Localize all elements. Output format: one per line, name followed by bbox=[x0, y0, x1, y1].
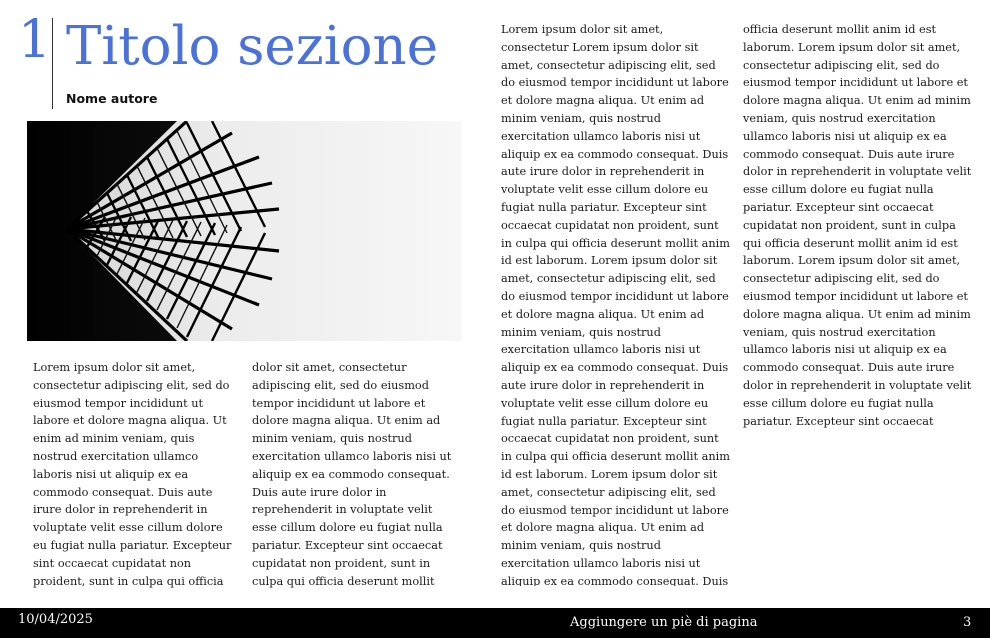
page-number: 3 bbox=[963, 615, 972, 630]
footer-date: 10/04/2025 bbox=[18, 612, 93, 627]
section-title: Titolo sezione bbox=[66, 16, 439, 77]
footer-text: Aggiungere un piè di pagina bbox=[570, 615, 758, 630]
text-column-2: dolor sit amet, consectetur adipiscing elit, sed do eiusmod tempor incididunt ut labore et dolore magna aliqua. Ut enim ad minim veniam, quis nostrud exercitation ullamco laboris nisi ut aliquip ex ea commodo consequat. Duis aute irure dolor in reprehenderit in voluptate velit esse cillum dolore eu fugiat nulla pariatur. Excepteur sint occaecat cupidatat non proident, sunt in culpa qui officia deserunt mollit bbox=[252, 361, 452, 588]
building-photo-icon bbox=[27, 121, 462, 341]
text-column-1: Lorem ipsum dolor sit amet, consectetur adipiscing elit, sed do eiusmod tempor incididunt ut labore et dolore magna aliqua. Ut enim ad minim veniam, quis nostrud exercitation ullamco laboris nisi ut aliquip ex ea commodo consequat. Duis aute irure dolor in reprehenderit in voluptate velit esse cillum dolore eu fugiat nulla pariatur. Excepteur sint occaecat cupidatat non proident, sunt in culpa qui officia bbox=[33, 361, 232, 588]
text-column-3: Lorem ipsum dolor sit amet, consectetur Lorem ipsum dolor sit amet, consectetur adipiscing elit, sed do eiusmod tempor incididunt ut labore et dolore magna aliqua. Ut enim ad minim veniam, quis nostrud exercitation ullamco laboris nisi ut aliquip ex ea commodo consequat. Duis aute irure dolor in reprehenderit in voluptate velit esse cillum dolore eu fugiat nulla pariatur. Excepteur sint occaecat cupidatat non proident, sunt in culpa qui officia deserunt mollit anim id est laborum. Lorem ipsum dolor sit amet, consectetur adipiscing elit, sed do eiusmod tempor incididunt ut labore et dolore magna aliqua. Ut enim ad minim veniam, quis nostrud exercitation ullamco laboris nisi ut aliquip ex ea commodo consequat. Duis aute irure dolor in reprehenderit in voluptate velit esse cillum dolore eu fugiat nulla pariatur. Excepteur sint occaecat cupidatat non proident, sunt in culpa qui officia deserunt mollit anim id est laborum. Lorem ipsum dolor sit amet, consectetur adipiscing elit, sed do eiusmod tempor incididunt ut labore et dolore magna aliqua. Ut enim ad minim veniam, quis nostrud exercitation ullamco laboris nisi ut aliquip ex ea commodo consequat. Duis bbox=[501, 23, 730, 586]
page-footer bbox=[0, 608, 990, 638]
text-column-4: officia deserunt mollit anim id est laborum. Lorem ipsum dolor sit amet, consectetur adipiscing elit, sed do eiusmod tempor incididunt ut labore et dolore magna aliqua. Ut enim ad minim veniam, quis nostrud exercitation ullamco laboris nisi ut aliquip ex ea commodo consequat. Duis aute irure dolor in reprehenderit in voluptate velit esse cillum dolore eu fugiat nulla pariatur. Excepteur sint occaecat cupidatat non proident, sunt in culpa qui officia deserunt mollit anim id est laborum. Lorem ipsum dolor sit amet, consectetur adipiscing elit, sed do eiusmod tempor incididunt ut labore et dolore magna aliqua. Ut enim ad minim veniam, quis nostrud exercitation ullamco laboris nisi ut aliquip ex ea commodo consequat. Duis aute irure dolor in reprehenderit in voluptate velit esse cillum dolore eu fugiat nulla pariatur. Excepteur sint occaecat bbox=[743, 23, 972, 428]
author-name: Nome autore bbox=[66, 91, 158, 106]
title-divider bbox=[52, 18, 53, 109]
section-number: 1 bbox=[18, 10, 52, 70]
